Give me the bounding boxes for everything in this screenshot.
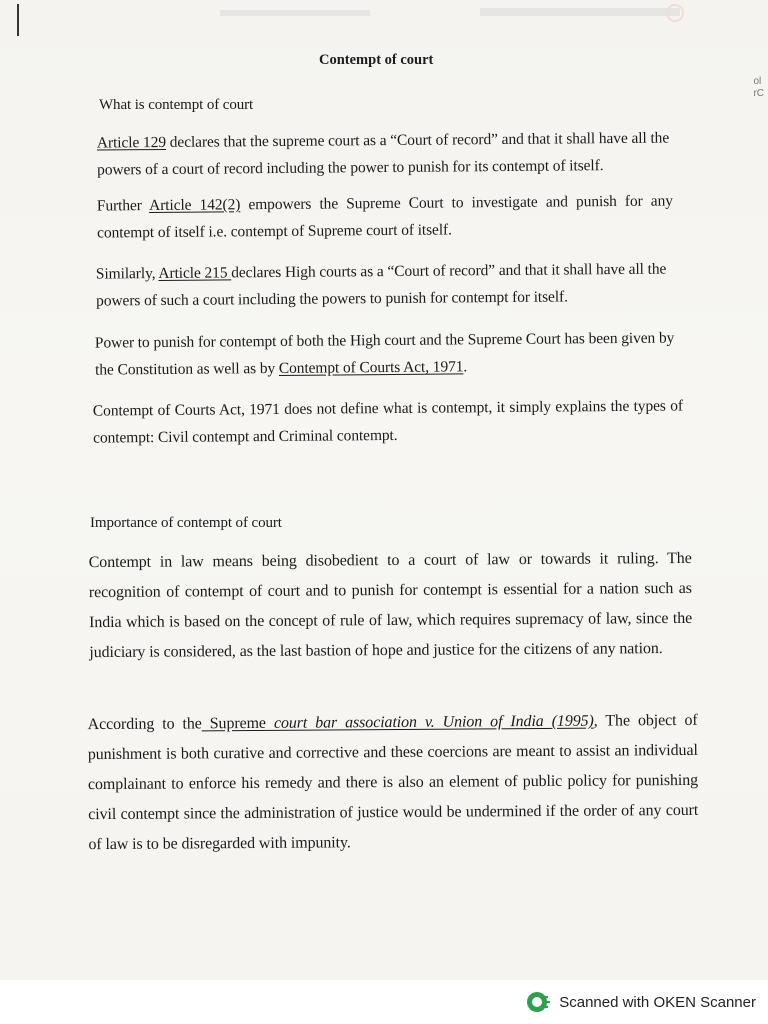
- paragraph-supreme-court-bar: [87, 706, 698, 860]
- paragraph-text: declares that the supreme court as a “Court of record” and that it shall have all the powers of a court of record including the power to punish for its contempt of itself.: [97, 129, 670, 179]
- paragraph-text: Further: [96, 197, 150, 215]
- margin-mark: [17, 4, 19, 36]
- paragraph-text: .: [463, 358, 468, 376]
- paragraph-text: , The object of punishment is both curative and corrective and these coercions are meant to assist an individual complainant to enforce his remedy and there is also an element of public policy for punishing civil contempt since the administration of justice would be undermined if the order of any court of law is to be disregarded with impunity.: [87, 711, 699, 854]
- paragraph-text: According to the: [87, 715, 202, 734]
- case-name-plain: Supreme: [201, 714, 274, 733]
- paragraph-text: Power to punish for contempt of both the High court and the Supreme Court has been given by the Constitution as well as by: [94, 329, 675, 379]
- oken-scanner-icon: [525, 989, 551, 1015]
- paragraph-article-142: [97, 187, 673, 246]
- paragraph-text: declares High courts as a “Court of record” and that it shall have all the powers of such a court including the powers to punish for contempt for itself.: [96, 260, 667, 310]
- case-citation: [202, 713, 594, 733]
- page-title: Contempt of court: [319, 52, 434, 68]
- paragraph-text: Similarly,: [95, 265, 159, 283]
- paragraph-article-129: [97, 124, 681, 183]
- paragraph-power-to-punish: [95, 324, 685, 383]
- importance-heading: Importance of contempt of court: [90, 515, 282, 531]
- paragraph-contempt-act: Contempt of Courts Act, 1971 does not define what is contempt, it simply explains the types of contempt: Civil contempt and Criminal contempt.: [92, 397, 683, 447]
- contempt-act-ref: Contempt of Courts Act, 1971: [278, 358, 464, 377]
- faint-bleedthrough-header: [220, 4, 700, 22]
- paragraph-text: empowers the Supreme Court to investigate and punish for any contempt of itself i.e. contempt of Supreme court of itself.: [97, 192, 673, 242]
- article-129-ref: Article 129: [96, 133, 167, 152]
- what-heading: What is contempt of court: [99, 97, 254, 113]
- case-name-italic: court bar association v. Union of India (1995): [273, 712, 594, 732]
- article-215-ref: Article 215: [158, 264, 232, 283]
- article-142-ref: Article 142(2): [149, 196, 241, 215]
- scanner-label: Scanned with OKEN Scanner: [559, 993, 756, 1011]
- paragraph-importance: Contempt in law means being disobedient to a court of law or towards it ruling. The recognition of contempt of court and to punish for contempt is essential for a nation such as India which is based on the concept of rule of law, which requires supremacy of law, since the judiciary is considered, as the last bastion of hope and justice for the citizens of any nation.: [88, 549, 693, 662]
- margin-note: ol rC: [753, 76, 764, 99]
- paragraph-article-215: [96, 255, 682, 314]
- scanner-watermark: [525, 989, 756, 1015]
